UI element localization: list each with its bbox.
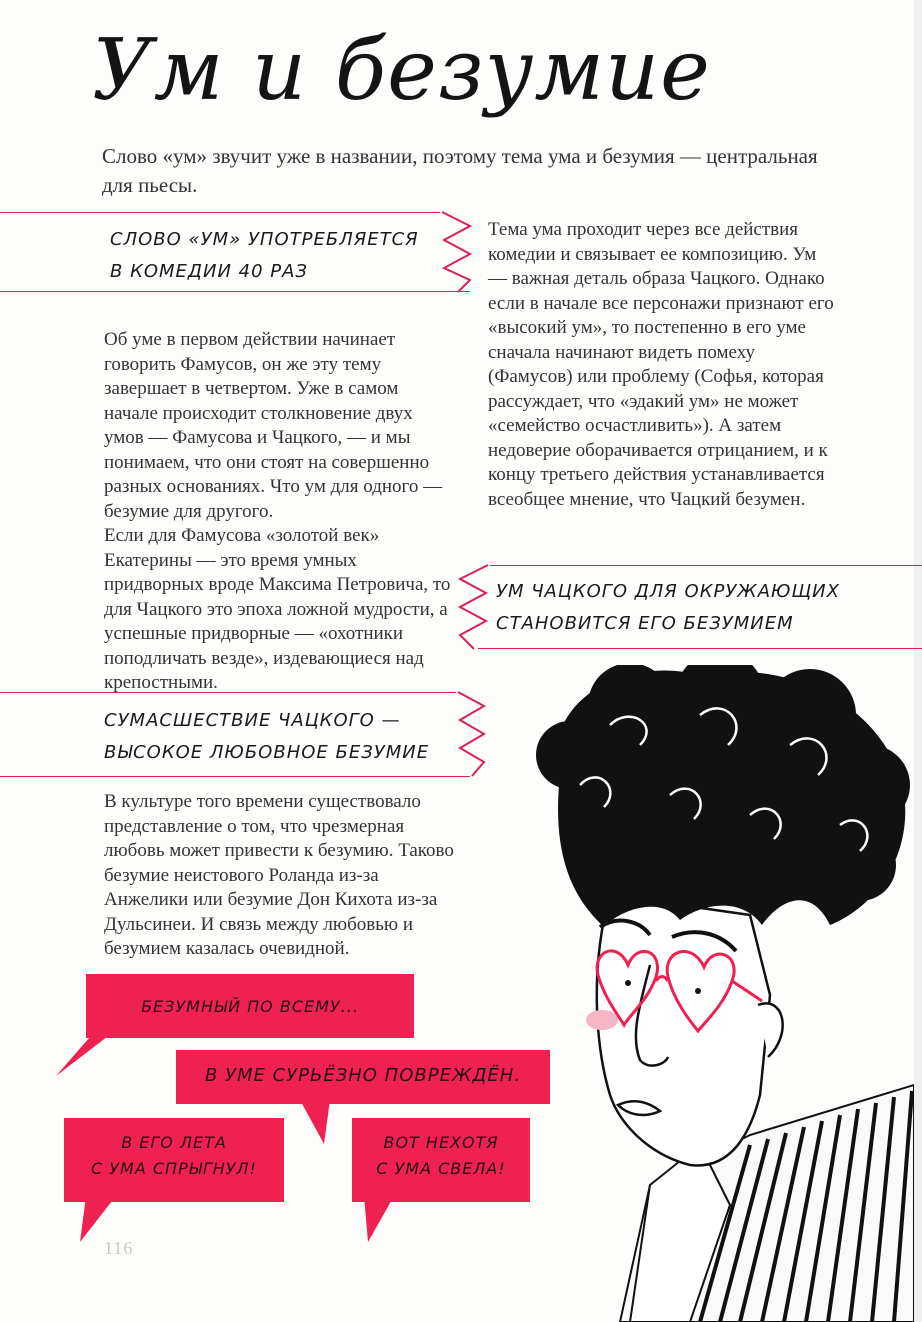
speech-bubble-4-line2: С УМА СВЕЛА!: [376, 1159, 506, 1178]
intro-paragraph: Слово «ум» звучит уже в названии, поэтому тема ума и безумия — центральная для пьесы.: [102, 144, 818, 197]
callout-3-top-rule: [0, 692, 456, 693]
callout-1-zigzag: [436, 210, 476, 294]
callout-1-line2: В КОМЕДИИ 40 РАЗ: [110, 261, 308, 282]
page-number: 116: [104, 1238, 134, 1258]
face: [597, 895, 770, 1165]
page-edge: [914, 0, 922, 1322]
speech-bubble-3-tail: [76, 1196, 116, 1242]
callout-1-text: [110, 224, 419, 288]
speech-bubble-3-line2: С УМА СПРЫГНУЛ!: [91, 1159, 257, 1178]
callout-1-top-rule: [0, 212, 440, 213]
right-eye: [695, 988, 701, 994]
callout-3-zigzag: [452, 690, 492, 778]
callout-2-top-rule: [490, 565, 922, 566]
callout-3-text: [104, 705, 429, 769]
callout-3-line1: СУМАСШЕСТВИЕ ЧАЦКОГО —: [104, 710, 401, 731]
callout-2-zigzag: [454, 563, 494, 651]
speech-bubble-4-text: [352, 1130, 530, 1182]
speech-bubble-2-text: В УМЕ СУРЬЁЗНО ПОВРЕЖДЁН.: [204, 1065, 522, 1086]
callout-3-bottom-rule: [0, 776, 470, 777]
left-eye: [625, 980, 631, 986]
speech-bubble-1-tail: [56, 1030, 116, 1076]
blush: [586, 1010, 618, 1030]
right-paragraph: Тема ума проходит через все действия комедии и связывает ее композицию. Ум — важная деталь образа Чацкого. Однако если в начале все персонажи признают его «высокий ум», то постепенно в его уме сначала начинают видеть помеху (Фамусов) или проблему (Софья, которая рассуждает, что «эдакий ум» не может «семейство осчастливить»). А затем недоверие оборачивается отрицанием, и к концу третьего действия устанавливается всеобщее мнение, что Чацкий безумен.: [488, 219, 834, 510]
speech-bubble-3-line1: В ЕГО ЛЕТА: [121, 1133, 227, 1152]
callout-2-line1: УМ ЧАЦКОГО ДЛЯ ОКРУЖАЮЩИХ: [496, 581, 840, 602]
left-paragraph-1: Об уме в первом действии начинает говорить Фамусов, он же эту тему завершает в четвертом. Уже в самом начале происходит столкновение двух умов — Фамусова и Чацкого, — и мы понимаем, что они стоят на совершенно разных основаниях. Что ум для одного — безумие для другого.: [104, 329, 443, 522]
left-paragraph-2: Если для Фамусова «золотой век» Екатерины — это время умных придворных вроде Максима Петровича, то для Чацкого это эпоха ложной мудрости, а успешные придворные — «охотники поподличать везде», издевающиеся над крепостными.: [104, 525, 451, 693]
speech-bubble-1-text: БЕЗУМНЫЙ ПО ВСЕМУ...: [141, 997, 359, 1016]
speech-bubble-3-text: [64, 1130, 284, 1182]
speech-bubble-4-tail: [360, 1196, 400, 1242]
callout-1-bottom-rule: [0, 291, 470, 292]
left-paragraph-3: В культуре того времени существовало представление о том, что чрезмерная любовь может привести к безумию. Таково безумие неистового Роланда из-за Анжелики или безумие Дон Кихота из-за Дульсинеи. И связь между любовью и безумием казалась очевидной.: [104, 791, 454, 959]
callout-3-line2: ВЫСОКОЕ ЛЮБОВНОЕ БЕЗУМИЕ: [104, 742, 430, 763]
speech-bubble-2-tail: [300, 1100, 340, 1144]
callout-1-line1: СЛОВО «УМ» УПОТРЕБЛЯЕТСЯ: [110, 229, 419, 250]
callout-2-text: [496, 576, 840, 640]
speech-bubble-4-line1: ВОТ НЕХОТЯ: [383, 1133, 499, 1152]
page-title: Ум и безумие: [92, 21, 711, 119]
callout-2-bottom-rule: [478, 648, 922, 649]
curly-hair: [536, 665, 910, 927]
callout-2-line2: СТАНОВИТСЯ ЕГО БЕЗУМИЕМ: [496, 613, 794, 634]
chatsky-portrait-illustration: [500, 665, 914, 1322]
